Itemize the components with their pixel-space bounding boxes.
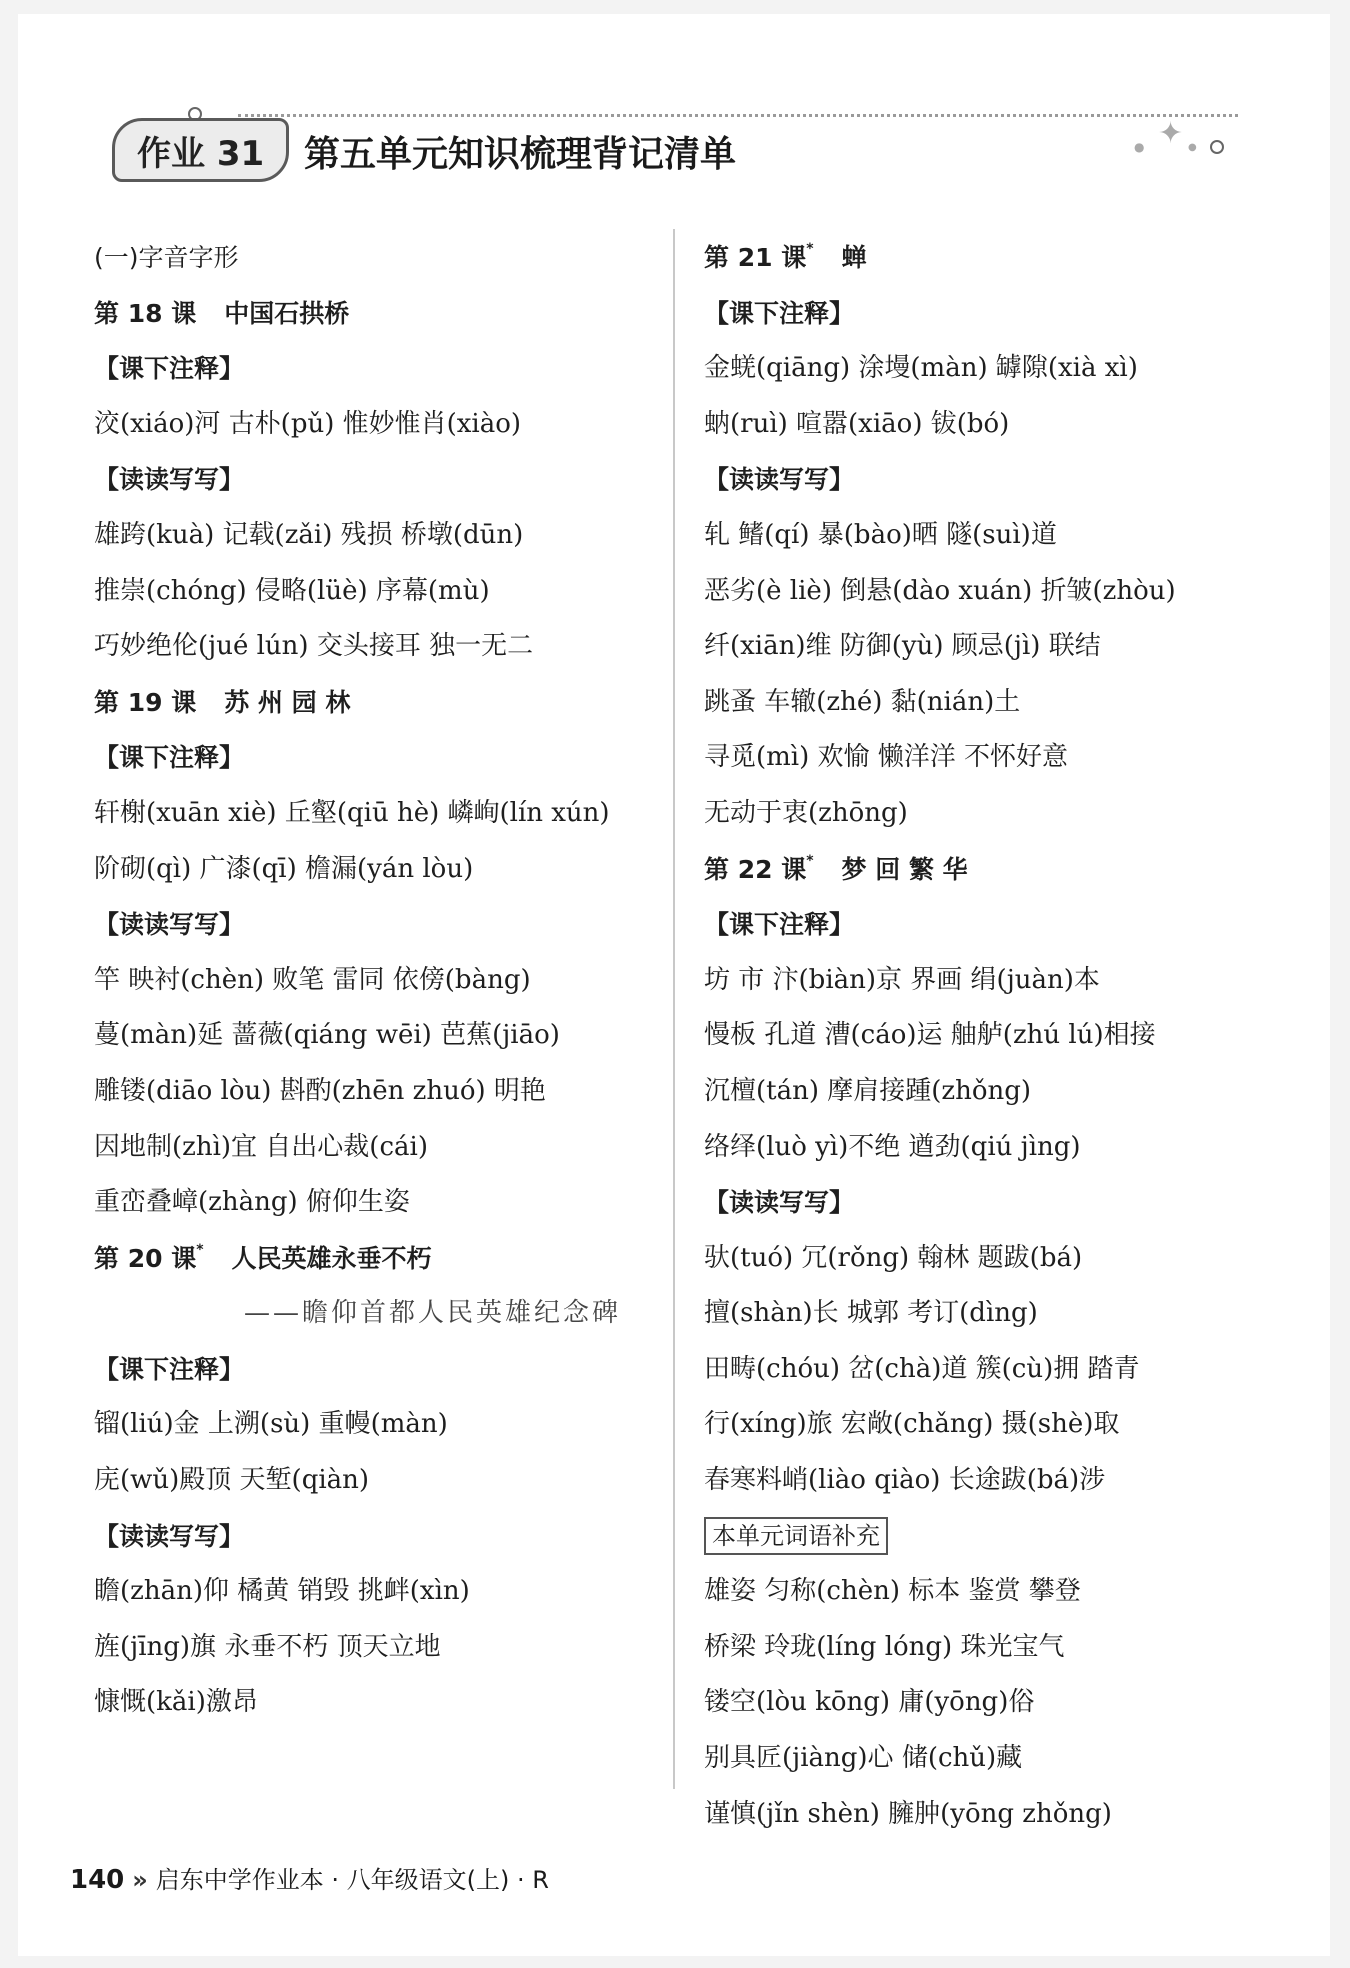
self-study-star: * <box>196 1241 204 1258</box>
vocab-line: 坊 市 汴(biàn)京 界画 绢(juàn)本 <box>704 964 1100 995</box>
vocab-line: 雄姿 匀称(chèn) 标本 鉴赏 攀登 <box>704 1576 1081 1607</box>
vocab-line: 巧妙绝伦(jué lún) 交头接耳 独一无二 <box>94 631 534 662</box>
lesson-number: 第 20 课 <box>94 1243 197 1273</box>
subsection-heading: 【课下注释】 <box>704 298 855 328</box>
vocab-line: 慢板 孔道 漕(cáo)运 舳舻(zhú lú)相接 <box>704 1020 1156 1051</box>
lesson-title: 蝉 <box>841 243 867 272</box>
section-heading: (一)字音字形 <box>94 243 239 272</box>
vocab-line: 镏(liú)金 上溯(sù) 重幔(màn) <box>94 1409 448 1440</box>
supplement-heading-row <box>704 1509 1284 1565</box>
lesson-heading <box>704 230 1284 286</box>
lesson-heading <box>94 1231 664 1287</box>
lesson-subtitle: ——瞻仰首都人民英雄纪念碑 <box>244 1298 622 1329</box>
book-title: 启东中学作业本 · 八年级语文(上) · R <box>155 1866 549 1894</box>
lesson-title: 苏 州 园 林 <box>224 687 351 717</box>
lesson-heading <box>94 286 664 342</box>
lesson-heading <box>704 842 1284 898</box>
column-divider <box>673 229 675 1789</box>
vocab-line: 雕镂(diāo lòu) 斟酌(zhēn zhuó) 明艳 <box>94 1075 546 1106</box>
vocab-line: 驮(tuó) 冗(rǒng) 翰林 题跋(bá) <box>704 1242 1083 1273</box>
vocab-line: 谨慎(jǐn shèn) 臃肿(yōng zhǒng) <box>704 1798 1112 1829</box>
dot-icon: ● <box>1134 140 1145 154</box>
double-chevron-icon: » <box>132 1866 148 1894</box>
vocab-line: 轩榭(xuān xiè) 丘壑(qiū hè) 嶙峋(lín xún) <box>94 797 610 828</box>
homework-badge: 作业 31 <box>112 118 289 182</box>
vocab-line: 沉檀(tán) 摩肩接踵(zhǒng) <box>704 1075 1032 1106</box>
vocab-line: 竿 映衬(chèn) 败笔 雷同 依傍(bàng) <box>94 964 531 995</box>
vocab-line: 纤(xiān)维 防御(yù) 顾忌(jì) 联结 <box>704 631 1101 662</box>
header <box>98 96 1278 196</box>
lesson-number: 第 21 课 <box>704 243 807 272</box>
vocab-line: 行(xíng)旅 宏敞(chǎng) 摄(shè)取 <box>704 1409 1120 1440</box>
footer <box>70 1860 549 1900</box>
vocab-line: 瞻(zhān)仰 橘黄 销毁 挑衅(xìn) <box>94 1576 470 1607</box>
lesson-heading <box>94 675 664 731</box>
subsection-heading: 【读读写写】 <box>94 465 245 495</box>
vocab-line: 轧 鳍(qí) 暴(bào)晒 隧(suì)道 <box>704 519 1057 550</box>
vocab-line: 蔓(màn)延 蔷薇(qiáng wēi) 芭蕉(jiāo) <box>94 1020 560 1051</box>
sparkle-icon: ✦ <box>1158 116 1184 151</box>
vocab-line: 无动于衷(zhōng) <box>704 797 908 828</box>
vocab-line: 洨(xiáo)河 古朴(pǔ) 惟妙惟肖(xiào) <box>94 408 522 439</box>
vocab-line: 庑(wǔ)殿顶 天堑(qiàn) <box>94 1465 370 1496</box>
page <box>18 14 1330 1956</box>
lesson-number: 第 18 课 <box>94 298 197 328</box>
lesson-number: 第 19 课 <box>94 687 197 717</box>
supplement-heading: 本单元词语补充 <box>704 1517 888 1555</box>
header-dotted-line <box>238 114 1238 117</box>
subsection-heading: 【读读写写】 <box>704 1188 855 1218</box>
lesson-title: 人民英雄永垂不朽 <box>231 1243 432 1273</box>
vocab-line: 慷慨(kǎi)激昂 <box>94 1687 258 1718</box>
vocab-line: 跳蚤 车辙(zhé) 黏(nián)土 <box>704 686 1021 717</box>
subsection-heading: 【读读写写】 <box>94 910 245 940</box>
right-column <box>704 230 1284 1842</box>
vocab-line: 田畴(chóu) 岔(chà)道 簇(cù)拥 踏青 <box>704 1353 1140 1384</box>
vocab-line: 恶劣(è liè) 倒悬(dào xuán) 折皱(zhòu) <box>704 575 1176 606</box>
header-ring-icon <box>1210 140 1224 154</box>
vocab-line: 桥梁 玲珑(líng lóng) 珠光宝气 <box>704 1631 1065 1662</box>
self-study-star: * <box>806 852 814 869</box>
vocab-line: 镂空(lòu kōng) 庸(yōng)俗 <box>704 1687 1035 1718</box>
subsection-heading: 【读读写写】 <box>704 465 855 495</box>
vocab-line: 春寒料峭(liào qiào) 长途跋(bá)涉 <box>704 1465 1106 1496</box>
vocab-line: 寻觅(mì) 欢愉 懒洋洋 不怀好意 <box>704 742 1069 773</box>
vocab-line: 雄跨(kuà) 记载(zǎi) 残损 桥墩(dūn) <box>94 519 524 550</box>
vocab-line: 金蜣(qiāng) 涂墁(màn) 罅隙(xià xì) <box>704 353 1138 384</box>
subsection-heading: 【读读写写】 <box>94 1521 245 1551</box>
page-number: 140 <box>70 1865 125 1895</box>
subsection-heading: 【课下注释】 <box>94 743 245 773</box>
subsection-heading: 【课下注释】 <box>94 1354 245 1384</box>
left-column <box>94 230 664 1731</box>
self-study-star: * <box>806 241 814 257</box>
vocab-line: 旌(jīng)旗 永垂不朽 顶天立地 <box>94 1631 441 1662</box>
lesson-title: 中国石拱桥 <box>224 298 350 328</box>
vocab-line: 因地制(zhì)宜 自出心裁(cái) <box>94 1131 428 1162</box>
vocab-line: 络绎(luò yì)不绝 遒劲(qiú jìng) <box>704 1131 1081 1162</box>
lesson-title: 梦 回 繁 华 <box>841 854 968 884</box>
dot-icon: ● <box>1188 142 1197 153</box>
lesson-number: 第 22 课 <box>704 854 807 884</box>
subsection-heading: 【课下注释】 <box>704 910 855 940</box>
page-title: 第五单元知识梳理背记清单 <box>304 134 737 175</box>
subsection-heading: 【课下注释】 <box>94 354 245 384</box>
vocab-line: 推崇(chóng) 侵略(lüè) 序幕(mù) <box>94 575 490 606</box>
vocab-line: 蚋(ruì) 喧嚣(xiāo) 钹(bó) <box>704 408 1010 439</box>
vocab-line: 擅(shàn)长 城郭 考订(dìng) <box>704 1298 1038 1329</box>
vocab-line: 重峦叠嶂(zhàng) 俯仰生姿 <box>94 1187 410 1218</box>
vocab-line: 阶砌(qì) 广漆(qī) 檐漏(yán lòu) <box>94 853 474 884</box>
vocab-line: 别具匠(jiàng)心 储(chǔ)藏 <box>704 1743 1023 1774</box>
